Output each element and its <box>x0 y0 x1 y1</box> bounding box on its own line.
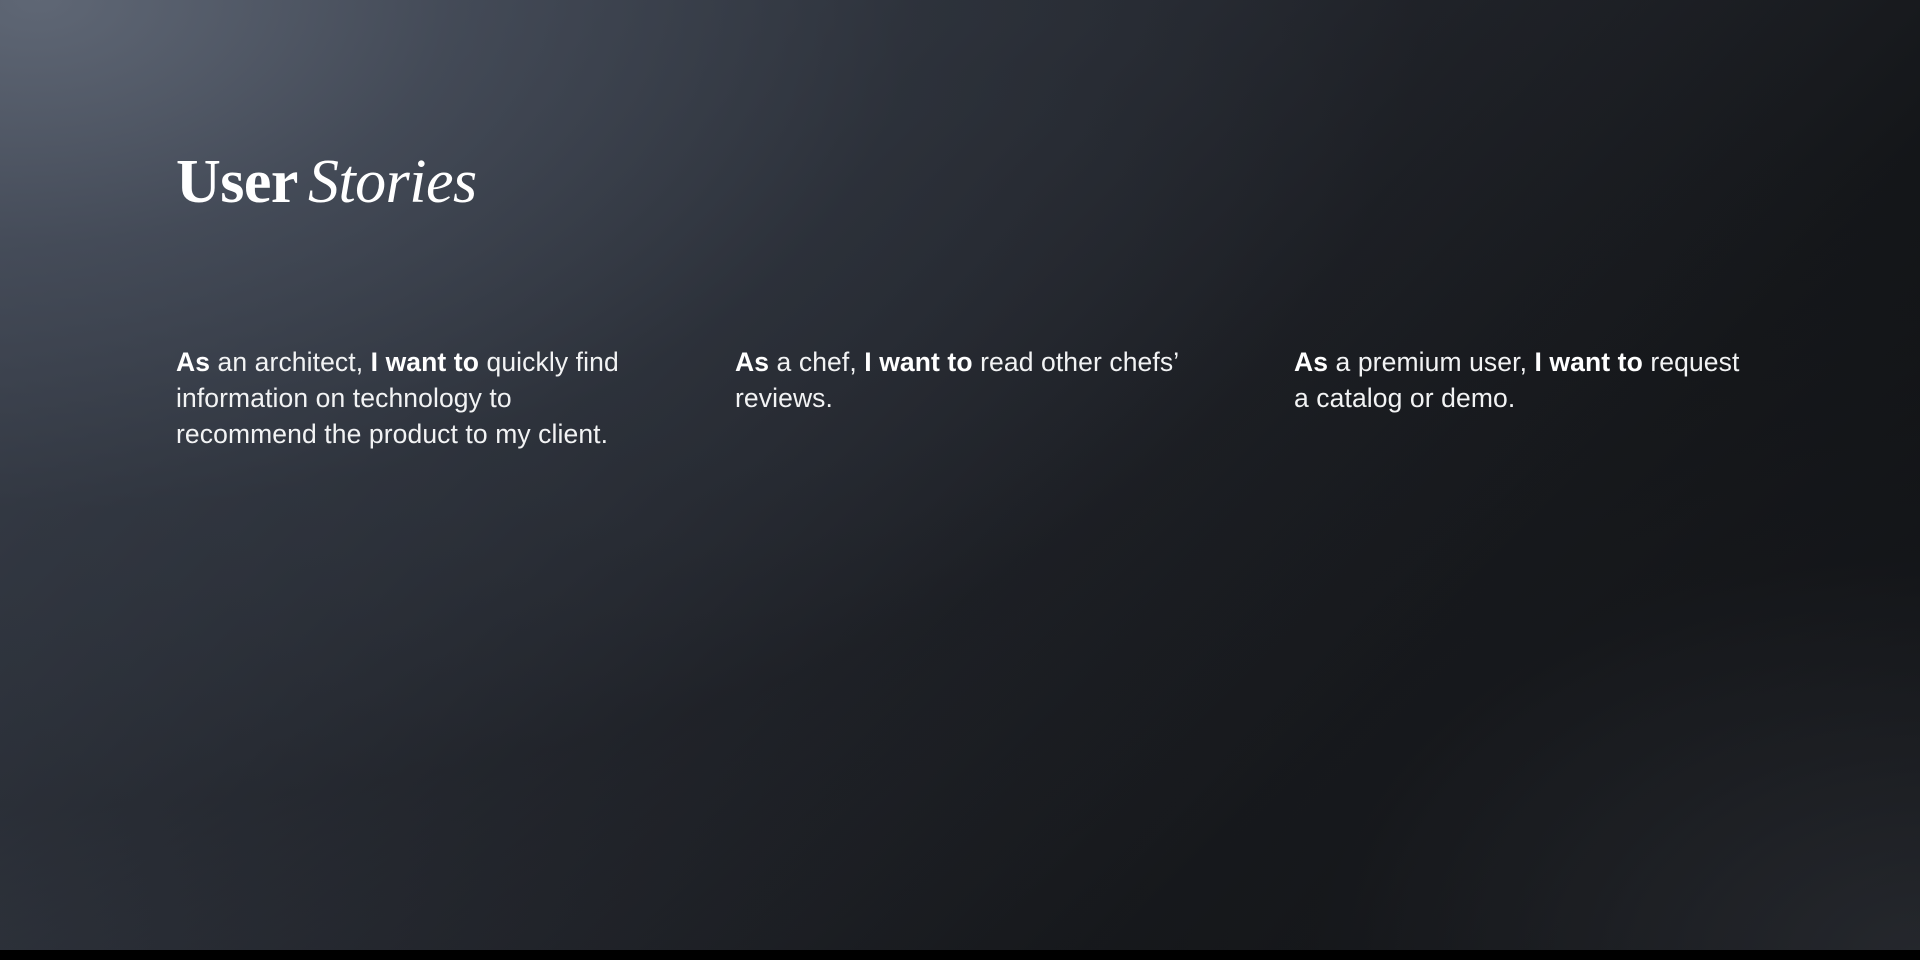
user-story-2-action: I want to <box>864 347 973 377</box>
user-story-3 <box>1294 345 1749 452</box>
user-story-1 <box>176 345 631 452</box>
user-story-2 <box>735 345 1190 452</box>
user-stories-columns <box>176 345 1786 452</box>
user-story-2-subject: a chef, <box>769 347 865 377</box>
user-story-3-goal: request a catalog or demo. <box>1294 347 1740 413</box>
user-story-1-action: I want to <box>370 347 480 377</box>
page-title-italic: Stories <box>307 148 477 216</box>
user-story-2-lead: As <box>735 347 770 377</box>
user-story-3-lead: As <box>1294 347 1329 377</box>
user-story-3-subject: a premium user, <box>1328 347 1535 377</box>
user-story-3-action: I want to <box>1534 347 1643 377</box>
user-story-1-lead: As <box>176 347 211 377</box>
user-story-2-goal: read other chefs’ reviews. <box>735 347 1179 413</box>
page-title-regular: User <box>176 148 298 216</box>
user-story-1-subject: an architect, <box>210 347 371 377</box>
user-story-1-goal: quickly find information on technology to recommend the product to my client. <box>176 347 619 449</box>
page-title <box>176 150 477 215</box>
